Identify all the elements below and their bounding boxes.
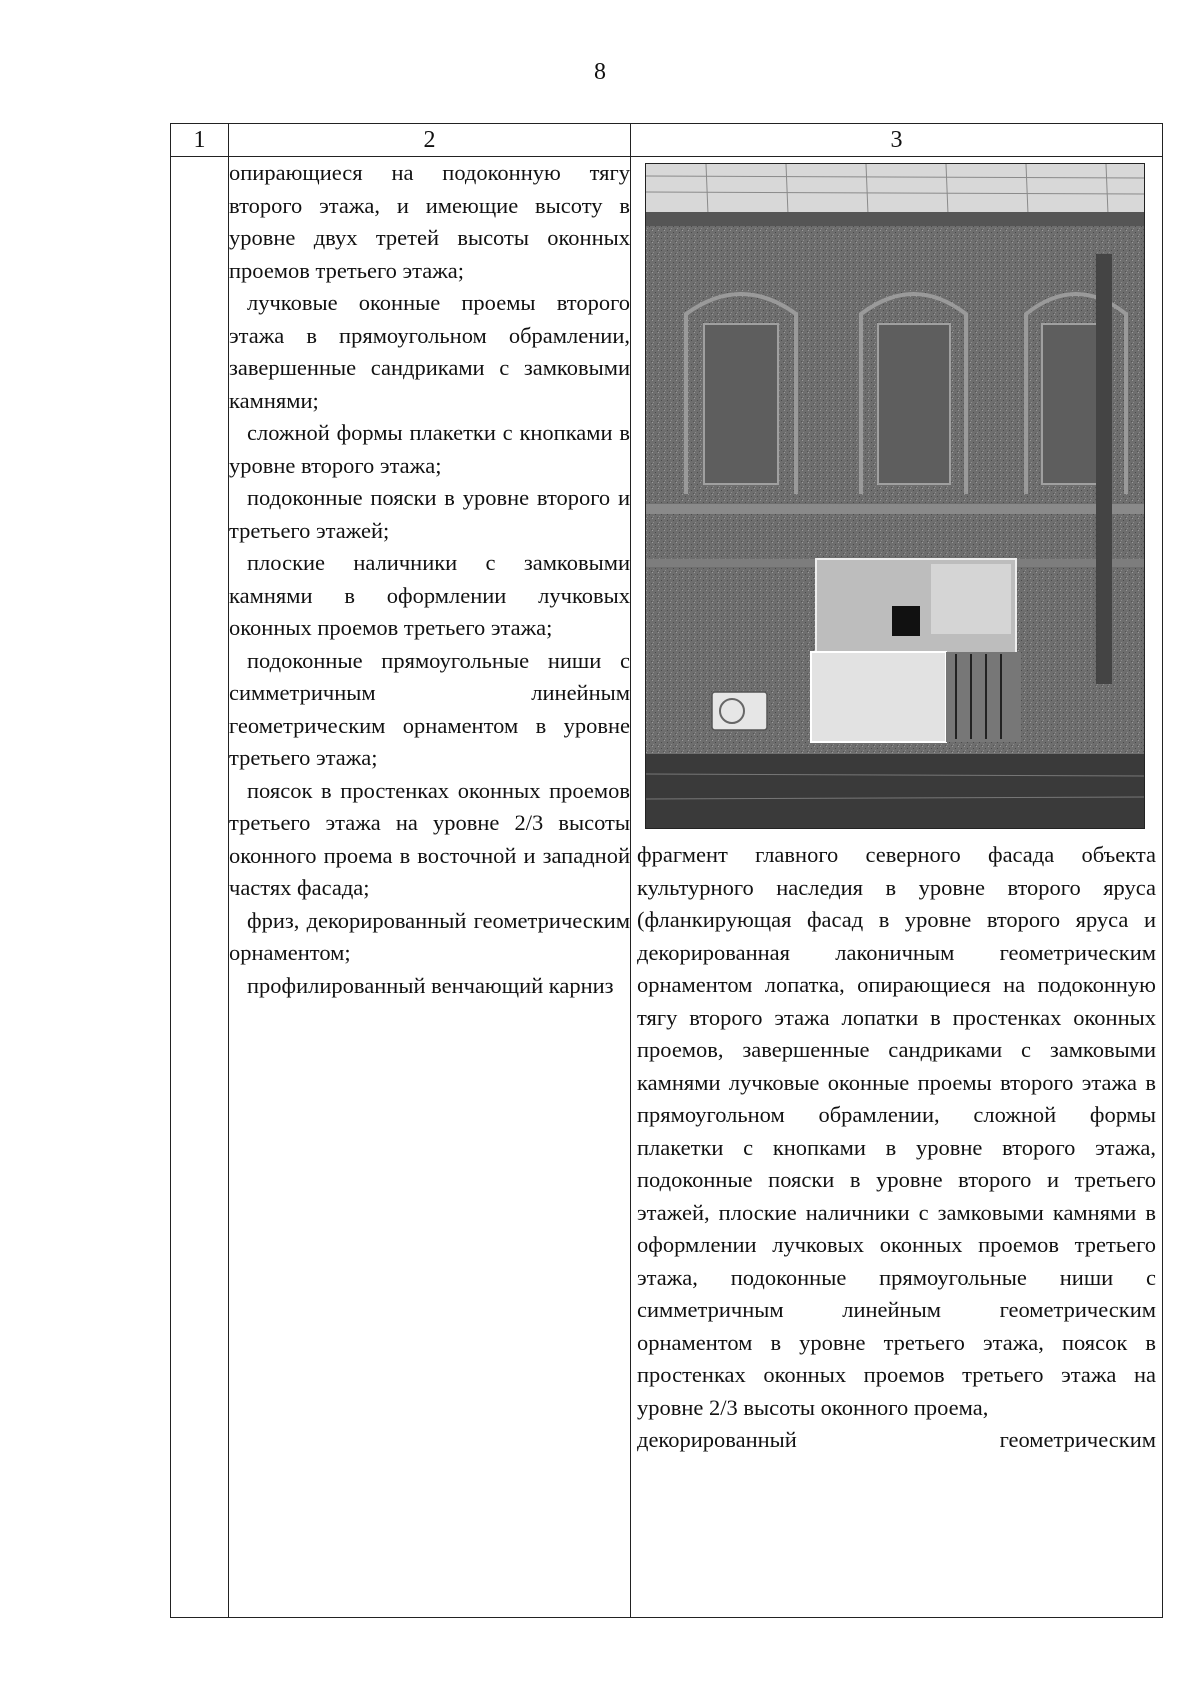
caption-block <box>631 839 1162 1457</box>
caption-continuation: декорированный геометрическим <box>637 1427 1156 1452</box>
list-item: подоконные пояски в уровне второго и третьего этажей; <box>229 485 630 543</box>
cell-col-3 <box>631 157 1163 1618</box>
list-item: плоские наличники с замковыми камнями в оформлении лучковых оконных проемов третьего этажа; <box>229 550 630 640</box>
list-item: поясок в простенках оконных проемов третьего этажа на уровне 2/3 высоты оконного проема в восточной и западной частях фасада; <box>229 777 630 900</box>
heritage-table <box>170 123 1163 1618</box>
table-header-row <box>171 124 1163 157</box>
photo-container <box>631 157 1162 829</box>
photo-caption: фрагмент главного северного фасада объекта культурного наследия в уровне второго яруса (фланкирующая фасад в уровне второго яруса и декорированная лаконичным геометрическим орнаментом лопатка, опирающиеся на подоконную тягу второго этажа лопатки в простенках оконных проемов, завершенные сандриками с замковыми камнями лучковые оконные проемы второго этажа в прямоугольном обрамлении, сложной формы плакетки с кнопками в уровне второго этажа, подоконные пояски в уровне второго и третьего этажей, плоские наличники с замковыми камнями в оформлении лучковых оконных проемов третьего этажа, подоконные прямоугольные ниши с симметричным линейным геометрическим орнаментом в уровне третьего этажа, поясок в простенках оконных проемов третьего этажа на уровне 2/3 высоты оконного проема, <box>637 842 1156 1420</box>
header-col-3: 3 <box>631 124 1163 157</box>
page-number: 8 <box>594 59 606 85</box>
header-col-1: 1 <box>171 124 229 157</box>
list-item: сложной формы плакетки с кнопками в уровне второго этажа; <box>229 420 630 478</box>
table-row <box>171 157 1163 1618</box>
cell-col-2 <box>229 157 631 1618</box>
list-item: фриз, декорированный геометрическим орнаментом; <box>229 907 630 965</box>
cell-col-1 <box>171 157 229 1618</box>
list-item: профилированный венчающий карниз <box>247 972 614 998</box>
list-item: подоконные прямоугольные ниши с симметричным линейным геометрическим орнаментом в уровне третьего этажа; <box>229 647 630 770</box>
facade-photo <box>645 163 1145 829</box>
header-col-2: 2 <box>229 124 631 157</box>
list-item: опирающиеся на подоконную тягу второго этажа, и имеющие высоту в уровне двух третей высоты оконных проемов третьего этажа; <box>229 160 630 283</box>
list-item: лучковые оконные проемы второго этажа в прямоугольном обрамлении, завершенные сандриками с замковыми камнями; <box>229 290 630 413</box>
